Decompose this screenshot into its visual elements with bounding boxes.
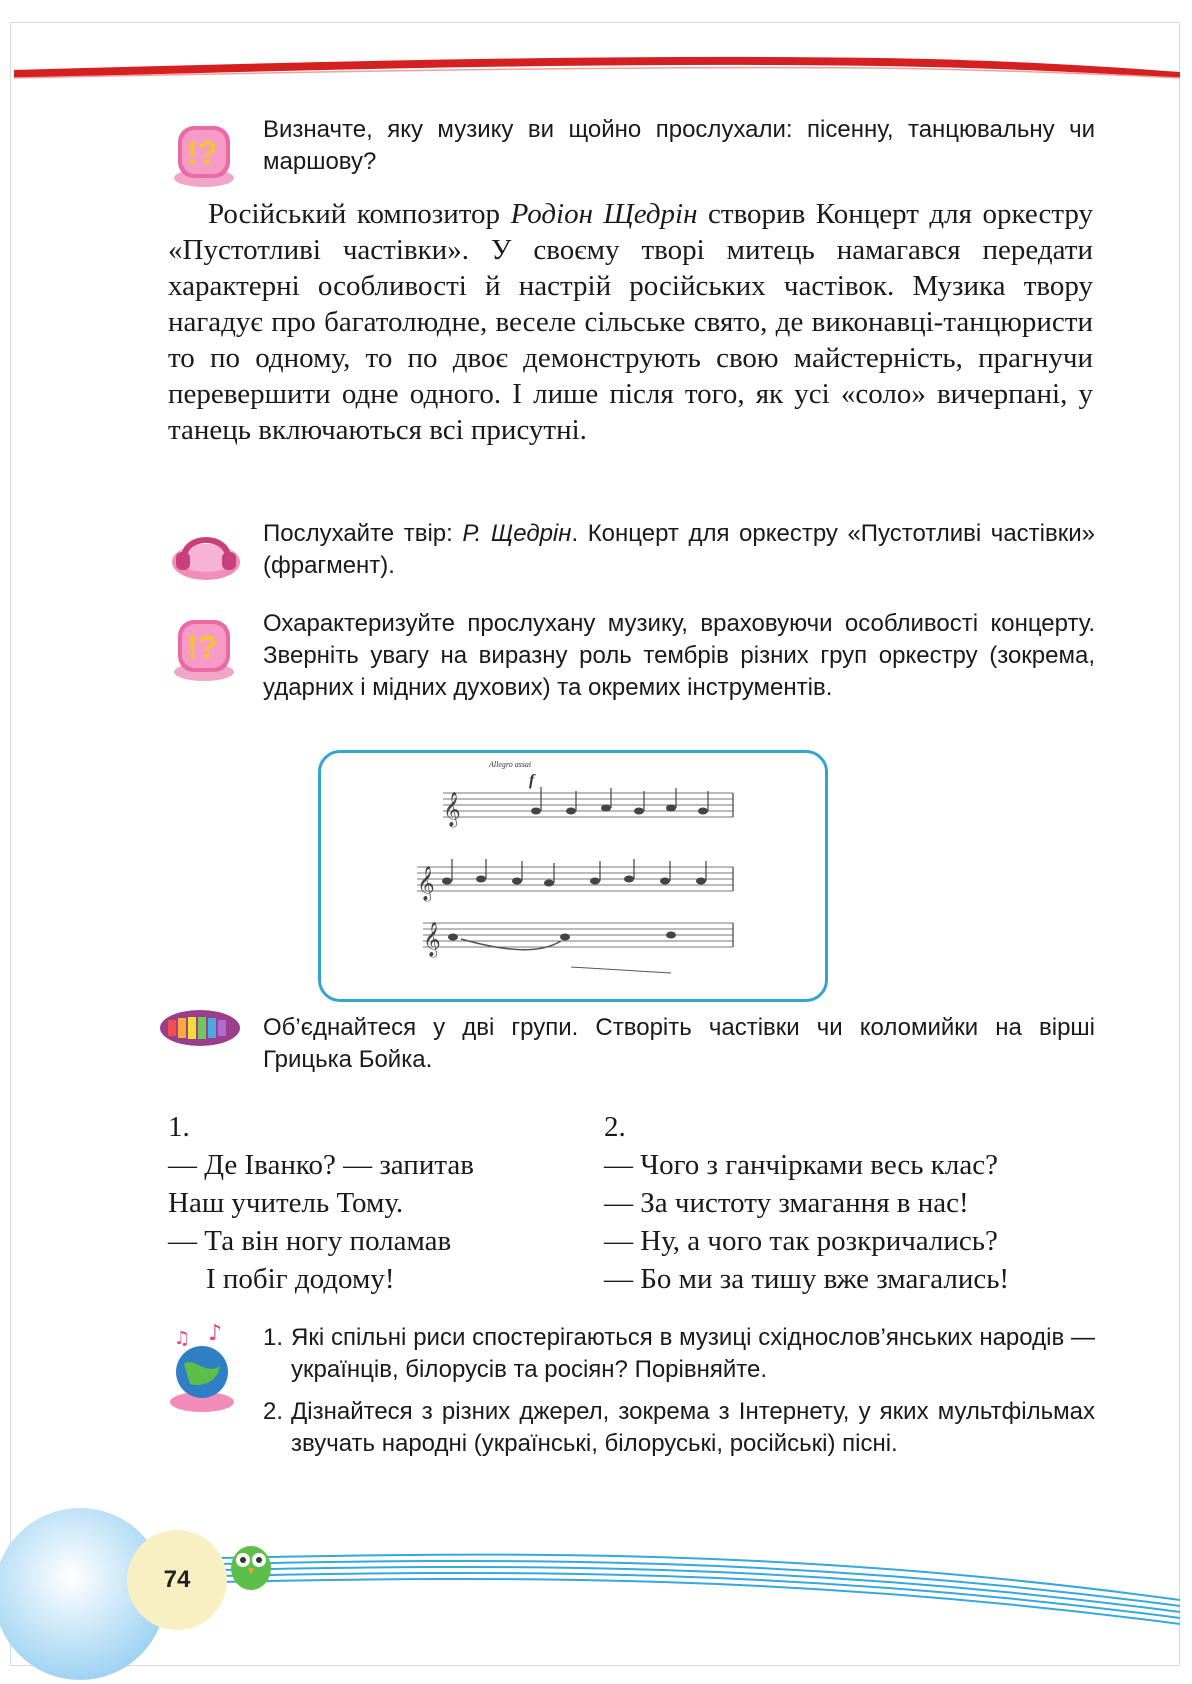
- poem-line: — Бо ми за тишу вже змагались!: [604, 1263, 1010, 1295]
- tempo-mark: Allegro assai: [489, 760, 532, 769]
- task-2-rest: . Концерт для оркестру «Пустотливі частівки» (фрагмент).: [263, 520, 1095, 579]
- question-list: [263, 1322, 1095, 1460]
- poem-line: — Де Іванко? — запитав: [168, 1149, 474, 1181]
- dynamic-mark: f: [529, 772, 535, 789]
- svg-text:𝄞: 𝄞: [423, 922, 441, 957]
- task-2-text: [263, 518, 1095, 582]
- main-paragraph: [168, 196, 1093, 448]
- owl-icon: [226, 1534, 276, 1594]
- task-4-text: Об’єднайтеся у дві групи. Створіть частівки чи коломийки на вірші Грицька Бойка.: [263, 1014, 1095, 1073]
- task-5: [263, 1322, 1095, 1470]
- paragraph-rest: створив Концерт для оркестру «Пустотливі частівки». У своєму творі митець намагався передати характерні особливості й настрій російських частівок. Музика твору нагадує про багатолюдне, веселе сільське свято, де виконавці-танцюристи то по одному, то по двоє демонструють свою майстерність, прагнучи перевершити одне одного. І лише після того, як усі «соло» вичерпані, у танець включаються всі присутні.: [168, 198, 1093, 446]
- svg-text:♫: ♫: [174, 1328, 191, 1349]
- composer-name: Родіон Щедрін: [510, 198, 698, 230]
- page-number: 74: [127, 1530, 227, 1630]
- poem-line: — Ну, а чого так розкричались?: [604, 1225, 998, 1257]
- poem-1: [168, 1108, 474, 1298]
- poem-line: — Та він ногу поламав: [168, 1225, 452, 1257]
- task-2: [263, 518, 1095, 582]
- poem-line: І побіг додому!: [206, 1263, 395, 1295]
- question-item: [263, 1322, 1095, 1386]
- svg-text:𝄞: 𝄞: [443, 792, 461, 827]
- sheet-music-box: [318, 750, 828, 1002]
- question-number: 2.: [263, 1398, 284, 1425]
- headphones-icon: [168, 518, 244, 584]
- question-number: 1.: [263, 1324, 284, 1351]
- poem-line: Наш учитель Тому.: [168, 1187, 404, 1219]
- task-3-text: Охарактеризуйте прослухану музику, враховуючи особливості концерту. Зверніть увагу на виразну роль тембрів різних груп оркестру (зокрема, ударних і мідних духових) та окремих інструментів.: [263, 610, 1095, 701]
- task-1-text: Визначте, яку музику ви щойно прослухали: пісенну, танцювальну чи маршову?: [263, 116, 1095, 175]
- xylophone-icon: [158, 1006, 242, 1050]
- sheet-music-excerpt: [321, 753, 825, 999]
- top-red-stripe: [0, 48, 1192, 88]
- question-text: Дізнайтеся з різних джерел, зокрема з Інтернету, у яких мультфільмах звучать народні (українські, білоруські, російські) пісні.: [291, 1398, 1095, 1457]
- paragraph-start: Російський композитор: [208, 198, 511, 230]
- poem-number: 2.: [604, 1111, 626, 1143]
- svg-text:𝄞: 𝄞: [417, 866, 435, 901]
- globe-music-icon: [164, 1318, 240, 1414]
- svg-text:!?: !?: [187, 629, 218, 665]
- poem-2: [604, 1108, 1009, 1298]
- poem-number: 1.: [168, 1111, 190, 1143]
- poem-line: — За чистоту змагання в нас!: [604, 1187, 969, 1219]
- svg-text:♪: ♪: [208, 1321, 223, 1346]
- svg-text:!?: !?: [187, 135, 218, 171]
- task-4: [263, 1012, 1095, 1076]
- task-2-start: Послухайте твір:: [263, 520, 463, 547]
- task-1: [263, 114, 1095, 178]
- poem-line: — Чого з ганчірками весь клас?: [604, 1149, 998, 1181]
- question-mark-icon: [168, 118, 240, 190]
- question-mark-icon: [168, 612, 240, 684]
- question-item: [263, 1396, 1095, 1460]
- task-2-composer: Р. Щедрін: [462, 520, 572, 547]
- task-3: [263, 608, 1095, 704]
- question-text: Які спільні риси спостерігаються в музиці східнослов’янських народів — українців, білорусів та росіян? Порівняйте.: [291, 1324, 1095, 1383]
